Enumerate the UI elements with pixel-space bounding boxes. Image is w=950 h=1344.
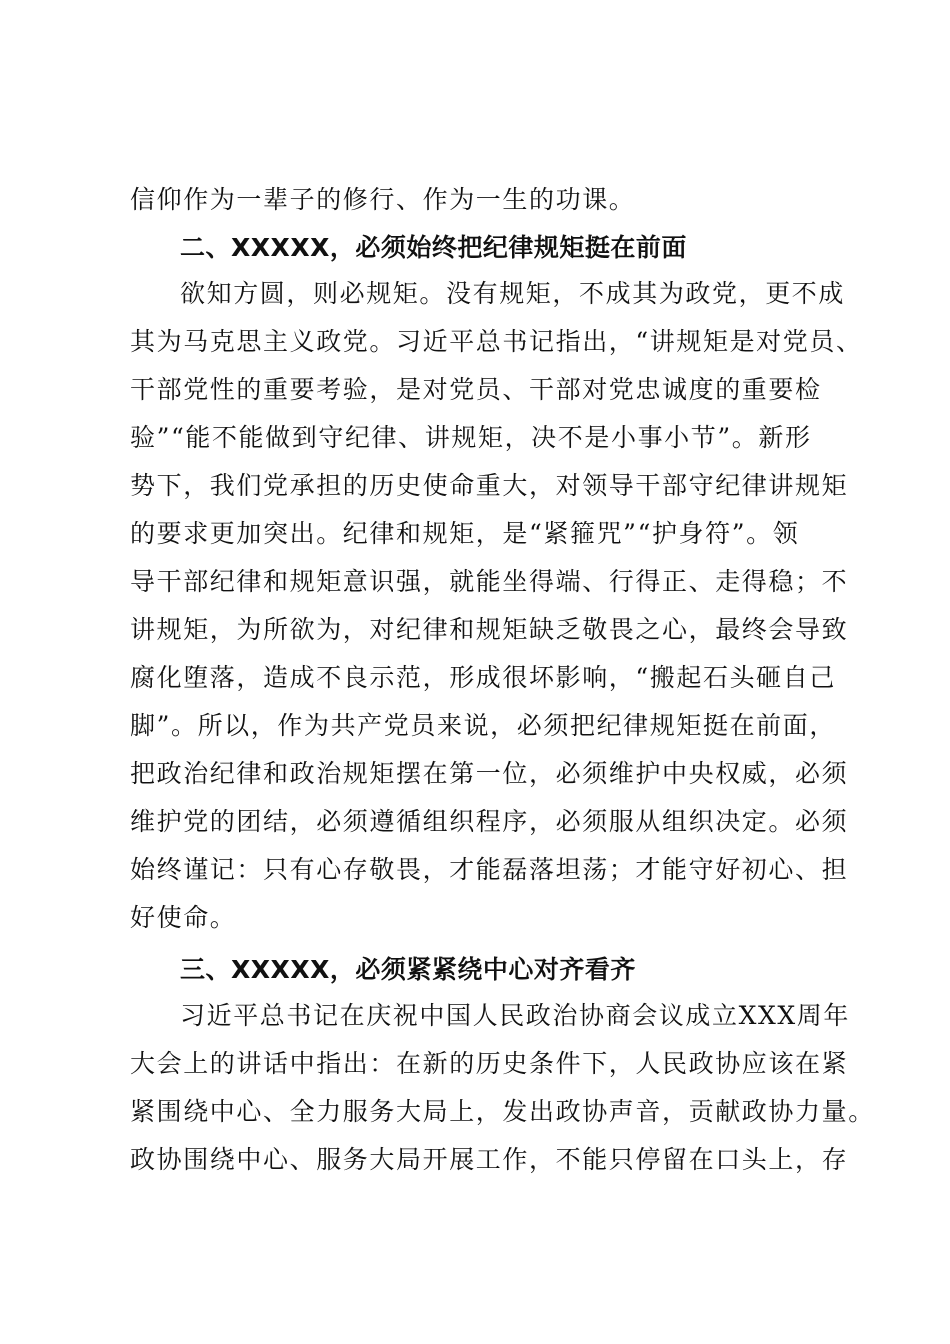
section-3-line: 紧围绕中心、全力服务大局上，发出政协声音，贡献政协力量。 — [130, 1097, 875, 1126]
section-2-line: 的要求更加突出。纪律和规矩，是“紧箍咒”“护身符”。领 — [130, 519, 800, 548]
section-2-line: 其为马克思主义政党。习近平总书记指出，“讲规矩是对党员、 — [130, 327, 863, 356]
section-2-line: 讲规矩，为所欲为，对纪律和规矩缺乏敬畏之心，最终会导致 — [130, 615, 849, 644]
section-2-line: 始终谨记：只有心存敬畏，才能磊落坦荡；才能守好初心、担 — [130, 855, 849, 884]
section-2-line: 导干部纪律和规矩意识强，就能坐得端、行得正、走得稳；不 — [130, 567, 849, 596]
intro-line: 信仰作为一辈子的修行、作为一生的功课。 — [130, 185, 636, 214]
section-2-line: 脚”。所以，作为共产党员来说，必须把纪律规矩挺在前面， — [130, 711, 836, 740]
section-2-line: 势下，我们党承担的历史使命重大，对领导干部守纪律讲规矩 — [130, 471, 849, 500]
section-2-line: 把政治纪律和政治规矩摆在第一位，必须维护中央权威，必须 — [130, 759, 849, 788]
section-3-line: 习近平总书记在庆祝中国人民政治协商会议成立XXX周年 — [180, 1001, 850, 1030]
section-2-line: 干部党性的重要考验，是对党员、干部对党忠诚度的重要检 — [130, 375, 822, 404]
section-2-line: 欲知方圆，则必规矩。没有规矩，不成其为政党，更不成 — [180, 279, 846, 308]
section-2-line: 验”“能不能做到守纪律、讲规矩，决不是小事小节”。新形 — [130, 423, 812, 452]
section-3-line: 政协围绕中心、服务大局开展工作，不能只停留在口头上，存 — [130, 1145, 849, 1174]
section-2-line: 好使命。 — [130, 903, 237, 932]
section-3-heading: 三、XXXXX，必须紧紧绕中心对齐看齐 — [180, 955, 636, 984]
section-2-line: 腐化堕落，造成不良示范，形成很坏影响，“搬起石头砸自己 — [130, 663, 836, 692]
section-2-heading: 二、XXXXX，必须始终把纪律规矩挺在前面 — [180, 233, 687, 262]
section-2-line: 维护党的团结，必须遵循组织程序，必须服从组织决定。必须 — [130, 807, 849, 836]
section-3-line: 大会上的讲话中指出：在新的历史条件下，人民政协应该在紧 — [130, 1049, 849, 1078]
